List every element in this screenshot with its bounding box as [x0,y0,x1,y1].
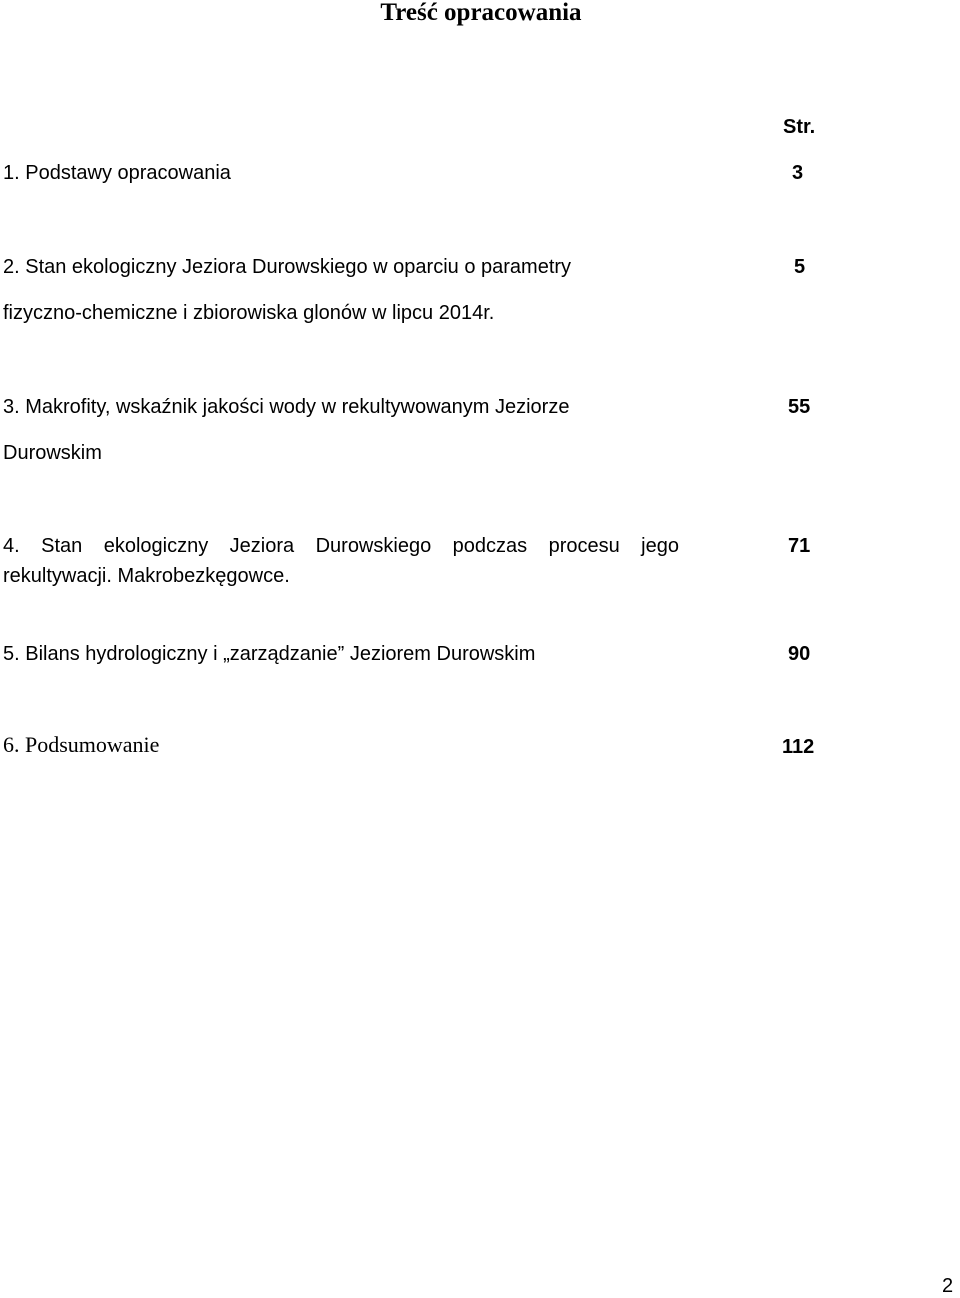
toc-entry-4-page: 71 [788,535,811,557]
toc-entry-1-line-1: 1. Podstawy opracowania [3,162,231,184]
toc-entry-5-page: 90 [788,643,811,665]
toc-entry-4-line-1: 4. Stan ekologiczny Jeziora Durowskiego podczas procesu jego [3,535,679,557]
toc-entry-6-page: 112 [782,736,815,758]
toc-entry-2-line-2: fizyczno-chemiczne i zbiorowiska glonów w lipcu 2014r. [3,302,495,324]
toc-entry-6-line-1: 6. Podsumowanie [3,732,160,757]
toc-entry-3-line-2: Durowskim [3,442,102,464]
toc-entry-2-page: 5 [794,256,806,278]
toc-entry-3-line-1: 3. Makrofity, wskaźnik jakości wody w rekultywowanym Jeziorze [3,396,570,418]
toc-entry-1-page: 3 [792,162,804,184]
toc-title: Treść opracowania [380,0,582,26]
toc-entry-5-line-1: 5. Bilans hydrologiczny i „zarządzanie” Jeziorem Durowskim [3,643,536,665]
page-column-header: Str. [783,116,816,138]
page-number: 2 [942,1275,954,1297]
toc-entry-2-line-1: 2. Stan ekologiczny Jeziora Durowskiego w oparciu o parametry [3,256,572,278]
toc-entry-3-page: 55 [788,396,811,418]
toc-entry-4-line-2: rekultywacji. Makrobezkęgowce. [3,565,290,587]
